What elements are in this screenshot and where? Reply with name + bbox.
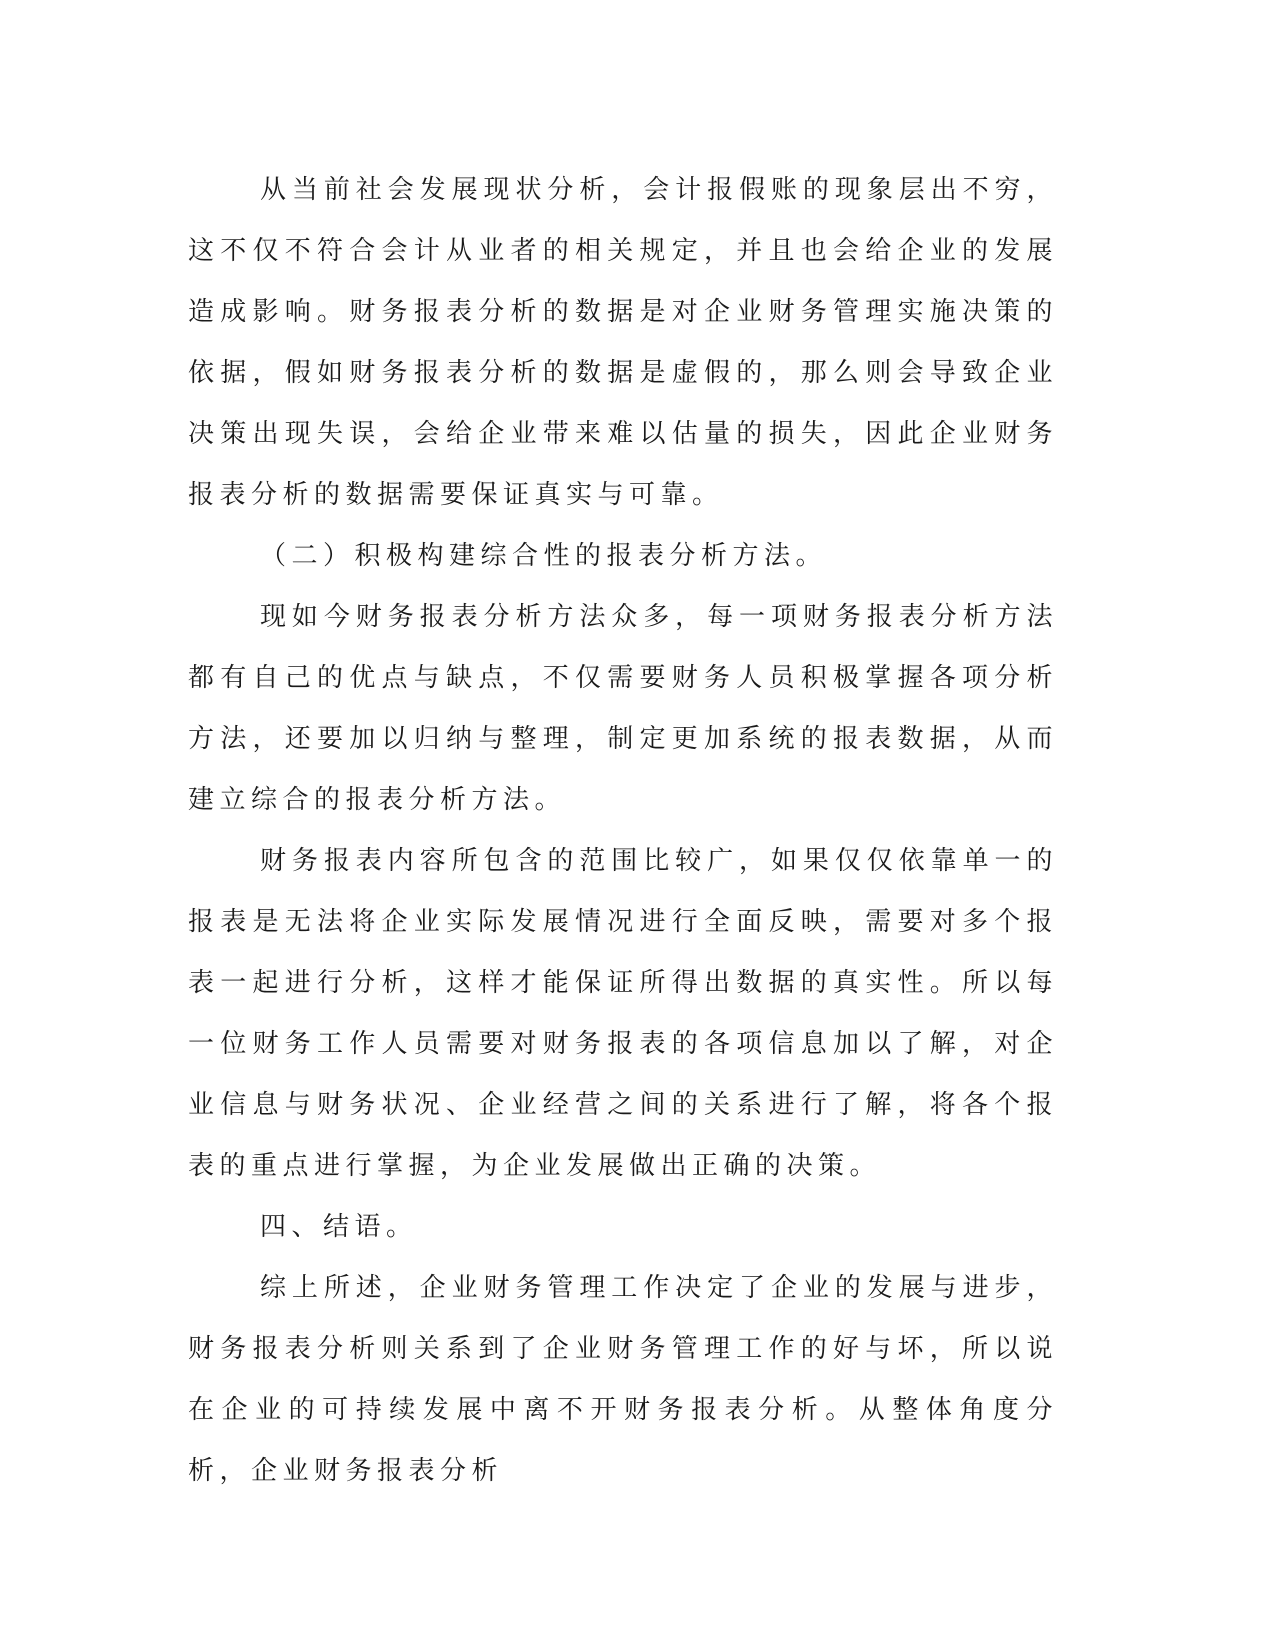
section-heading-conclusion: 四、结语。 [260,1212,418,1242]
paragraph-authenticity: 从当前社会发展现状分析，会计报假账的现象层出不穷，这不仅不符合会计从业者的相关规定，并且也会给企业的发展造成影响。财务报表分析的数据是对企业财务管理实施决策的依据，假如财务报表分析的数据是虚假的，那么则会导致企业决策出现失误，会给企业带来难以估量的损失，因此企业财务报表分析的数据需要保证真实与可靠。 [188,175,1058,510]
paragraph-report-scope: 财务报表内容所包含的范围比较广，如果仅仅依靠单一的报表是无法将企业实际发展情况进行全面反映，需要对多个报表一起进行分析，这样才能保证所得出数据的真实性。所以每一位财务工作人员需要对财务报表的各项信息加以了解，对企业信息与财务状况、企业经营之间的关系进行了解，将各个报表的重点进行掌握，为企业发展做出正确的决策。 [188,846,1058,1181]
document-body [188,160,1058,1502]
section-heading-comprehensive-method: （二）积极构建综合性的报表分析方法。 [260,541,828,571]
paragraph-analysis-methods: 现如今财务报表分析方法众多，每一项财务报表分析方法都有自己的优点与缺点，不仅需要财务人员积极掌握各项分析方法，还要加以归纳与整理，制定更加系统的报表数据，从而建立综合的报表分析方法。 [188,602,1058,815]
paragraph-conclusion: 综上所述，企业财务管理工作决定了企业的发展与进步，财务报表分析则关系到了企业财务管理工作的好与坏，所以说在企业的可持续发展中离不开财务报表分析。从整体角度分析，企业财务报表分析 [188,1273,1058,1486]
